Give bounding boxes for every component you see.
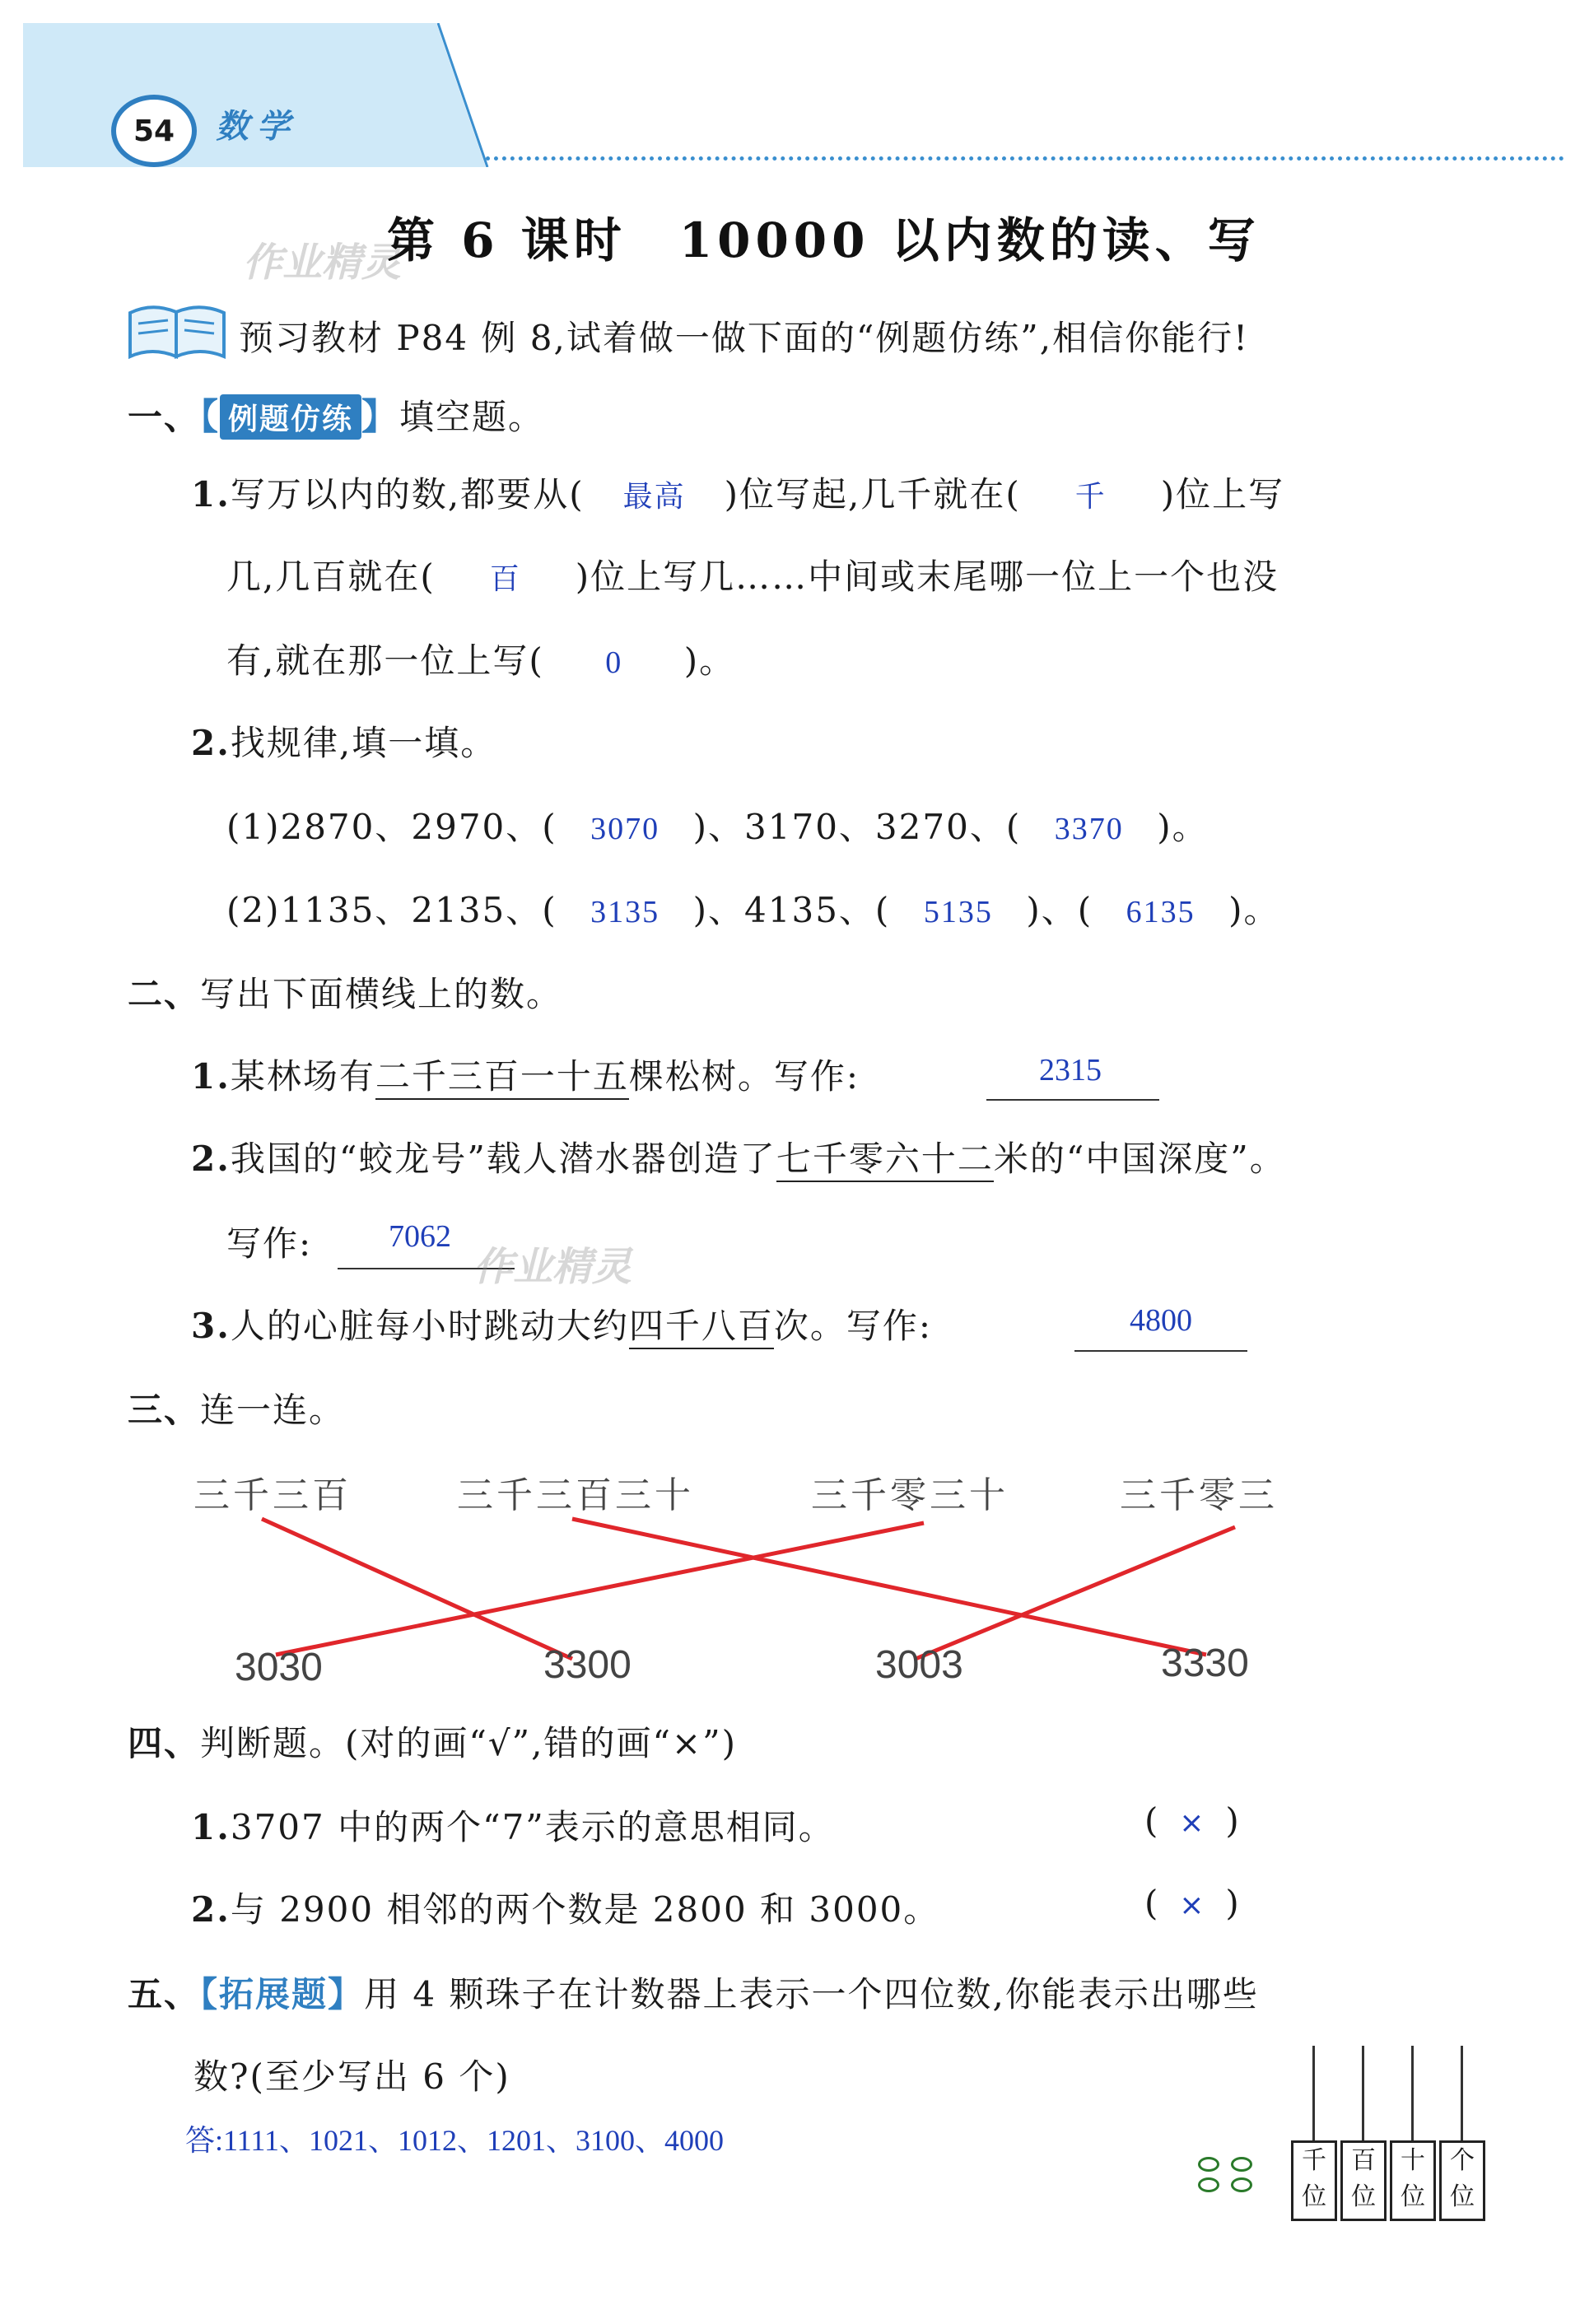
section2-heading: 二、写出下面横线上的数。 (128, 974, 563, 1014)
abacus-label-ones: 个 位 (1439, 2140, 1485, 2221)
match-number-1: 3030 (235, 1646, 323, 1689)
s4-q1-bracket: ( × ) (1144, 1800, 1241, 1841)
abacus-label-thousands: 千 位 (1291, 2140, 1337, 2221)
section5-answer: 答:1111、1021、1012、1201、3100、4000 (185, 2124, 724, 2157)
section1-title: 填空题。 (399, 397, 545, 437)
match-line-3 (276, 1523, 924, 1655)
abacus-rod-hundreds (1362, 2046, 1364, 2149)
s1-q1-answer1: 最高 (622, 480, 686, 514)
preview-text: 预习教材 P84 例 8,试着做一做下面的“例题仿练”,相信你能行! (239, 318, 1250, 358)
bead-1 (1198, 2157, 1219, 2172)
s2-q3: 3.人的心脏每小时跳动大约四千八百次。写作: (191, 1299, 932, 1348)
s1-q1-answer2: 千 (1074, 480, 1107, 514)
s2-q2-write-label: 写作: (226, 1223, 313, 1264)
match-number-3: 3003 (875, 1643, 963, 1687)
section5-heading: 五、【拓展题】用 4 颗珠子在计数器上表示一个四位数,你能表示出哪些 (128, 1974, 1259, 2014)
s1-q2-p2-answer1: 3135 (590, 895, 660, 929)
watermark-2: 作业精灵 (473, 1244, 632, 1290)
match-word-2: 三千三百三十 (457, 1474, 694, 1516)
lesson-title: 第 6 课时 10000 以内数的读、写 (387, 212, 1261, 268)
match-word-3: 三千零三十 (811, 1474, 1009, 1516)
s1-q2-part2: (2)1135、2135、( 3135 )、4135、( 5135 )、( 6135 )。 (226, 890, 1280, 930)
abacus-rod-ones (1461, 2046, 1463, 2149)
page-number: 54 (111, 95, 197, 167)
s1-q1-line1: 1.写万以内的数,都要从( 最高 )位写起,几千就在( 千 )位上写 (191, 474, 1285, 515)
s1-q2-p2-answer2: 5135 (923, 895, 993, 929)
s1-q2-p1-answer1: 3070 (590, 812, 660, 846)
match-line-4 (916, 1527, 1235, 1659)
s4-q2: 2.与 2900 相邻的两个数是 2800 和 3000。 (191, 1889, 940, 1930)
s2-q1: 1.某林场有二千三百一十五棵松树。写作: (191, 1050, 860, 1099)
s1-q2-title: 2.找规律,填一填。 (191, 723, 497, 763)
section5-line2: 数?(至少写出 6 个) (193, 2056, 510, 2097)
bead-3 (1198, 2177, 1219, 2192)
s4-q2-answer: × (1179, 1889, 1206, 1922)
abacus-rod-thousands (1312, 2046, 1315, 2149)
section1-num: 一、 (128, 397, 201, 437)
subject-label: 数学 (216, 108, 298, 146)
s4-q1-answer: × (1179, 1806, 1206, 1840)
match-line-1 (262, 1519, 572, 1659)
section4-heading: 四、判断题。(对的画“√”,错的画“×”) (128, 1723, 737, 1763)
s1-q1-line3: 有,就在那一位上写( 0 )。 (226, 640, 736, 681)
bead-2 (1231, 2157, 1252, 2172)
s1-q1-answer4: 0 (605, 645, 623, 680)
s1-q2-p1-answer2: 3370 (1054, 812, 1124, 846)
abacus-rod-tens (1411, 2046, 1414, 2149)
match-word-1: 三千三百 (193, 1474, 352, 1516)
s1-q2-part1: (1)2870、2970、( 3070 )、3170、3270、( 3370 )。 (226, 807, 1209, 847)
section1-tag: 例题仿练 (220, 394, 361, 440)
s2-q2: 2.我国的“蛟龙号”载人潜水器创造了七千零六十二米的“中国深度”。 (191, 1132, 1286, 1181)
s2-q3-answer: 4800 (1130, 1303, 1192, 1338)
section1-heading: 一、【 例题仿练 】填空题。 (128, 396, 545, 438)
s2-q2-answer: 7062 (389, 1219, 451, 1254)
s4-q1: 1.3707 中的两个“7”表示的意思相同。 (191, 1807, 835, 1847)
match-line-2 (572, 1519, 1206, 1655)
abacus-label-tens: 十 位 (1390, 2140, 1436, 2221)
s1-q1-answer3: 百 (489, 562, 521, 596)
s2-q1-answer: 2315 (1039, 1053, 1102, 1087)
section3-heading: 三、连一连。 (128, 1390, 346, 1430)
section5-line1: 用 4 颗珠子在计数器上表示一个四位数,你能表示出哪些 (364, 1974, 1259, 2014)
s4-q2-bracket: ( × ) (1144, 1883, 1241, 1923)
s1-q1-line2: 几,几百就在( 百 )位上写几……中间或末尾哪一位上一个也没 (226, 557, 1279, 597)
s1-q2-p2-answer3: 6135 (1126, 895, 1196, 929)
match-number-4: 3330 (1161, 1642, 1249, 1685)
match-number-2: 3300 (543, 1643, 632, 1687)
bead-4 (1231, 2177, 1252, 2192)
abacus-label-hundreds: 百 位 (1340, 2140, 1387, 2221)
match-word-4: 三千零三 (1120, 1474, 1278, 1516)
watermark: 作业精灵 (243, 240, 402, 286)
section5-tag: 拓展题 (219, 1974, 329, 2014)
